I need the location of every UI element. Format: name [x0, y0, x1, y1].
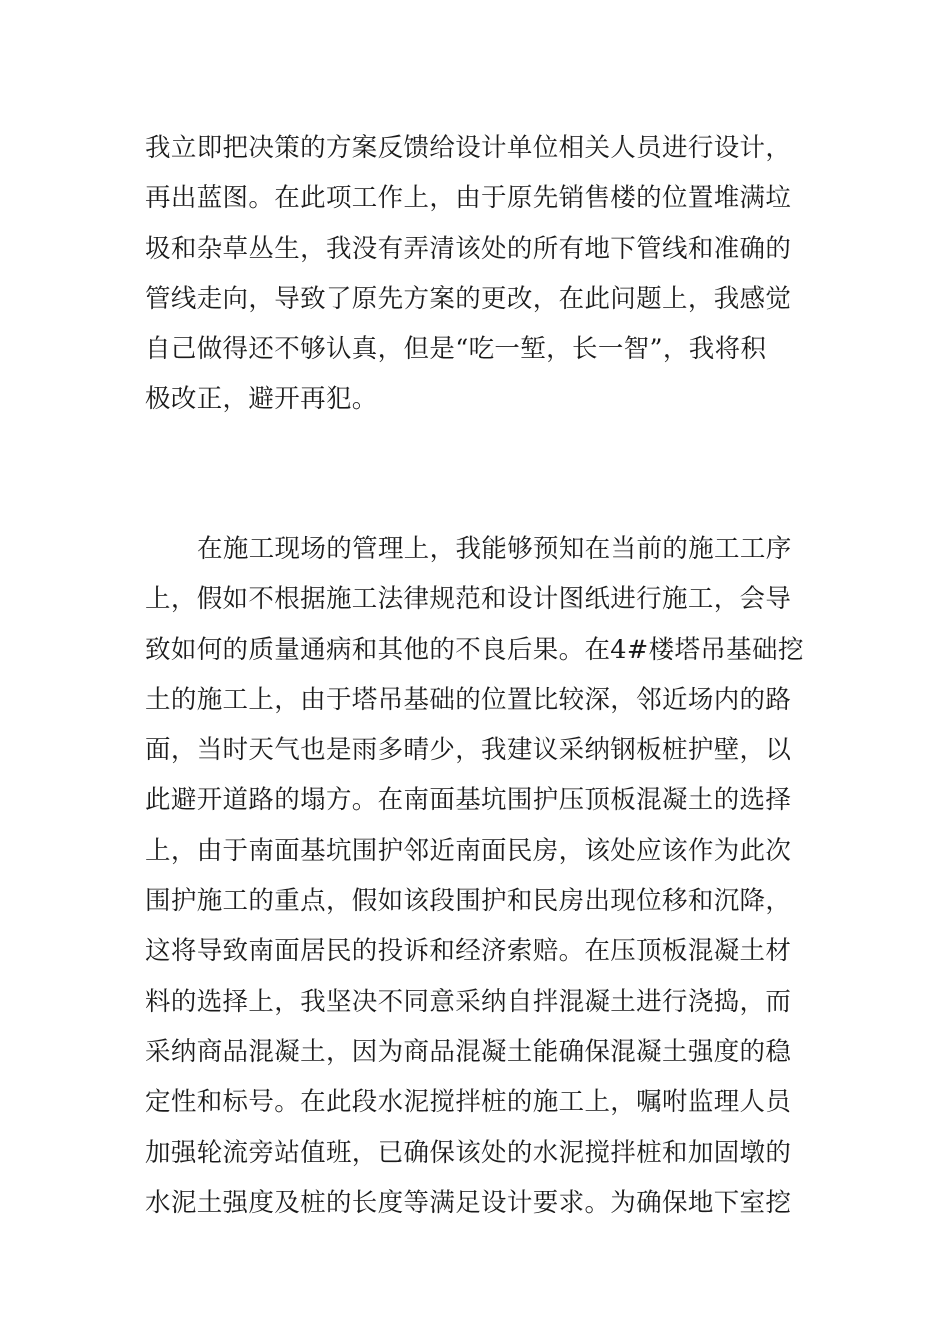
paragraph-line: 极改正，避开再犯。 [145, 384, 378, 415]
paragraph-line: 水泥土强度及桩的长度等满足设计要求。为确保地下室挖 [145, 1187, 792, 1218]
paragraph-line: 定性和标号。在此段水泥搅拌桩的施工上，嘱咐监理人员 [145, 1087, 792, 1118]
paragraph-line: 上，由于南面基坑围护邻近南面民房，该处应该作为此次 [145, 835, 792, 866]
paragraph-2 [145, 524, 815, 1228]
paragraph-1 [145, 123, 815, 425]
paragraph-line: 采纳商品混凝土，因为商品混凝土能确保混凝土强度的稳 [145, 1036, 792, 1067]
paragraph-line: 围护施工的重点，假如该段围护和民房出现位移和沉降， [145, 886, 792, 917]
paragraph-line: 管线走向，导致了原先方案的更改，在此问题上，我感觉 [145, 283, 792, 314]
paragraph-line: 面，当时天气也是雨多晴少，我建议采纳钢板桩护壁，以 [145, 735, 792, 766]
paragraph-line: 此避开道路的塌方。在南面基坑围护压顶板混凝土的选择 [145, 785, 792, 816]
paragraph-first-line: 在施工现场的管理上，我能够预知在当前的施工工序 [197, 534, 792, 564]
paragraph-line: 加强轮流旁站值班，已确保该处的水泥搅拌桩和加固墩的 [145, 1137, 792, 1168]
paragraph-line: 上，假如不根据施工法律规范和设计图纸进行施工，会导 [145, 584, 792, 615]
paragraph-line: 土的施工上，由于塔吊基础的位置比较深，邻近场内的路 [145, 684, 792, 715]
paragraph-line: 我立即把决策的方案反馈给设计单位相关人员进行设计， [145, 133, 792, 163]
paragraph-line: 料的选择上，我坚决不同意采纳自拌混凝土进行浇捣，而 [145, 986, 792, 1017]
paragraph-line: 圾和杂草丛生，我没有弄清该处的所有地下管线和准确的 [145, 233, 792, 264]
paragraph-line: 致如何的质量通病和其他的不良后果。在4#楼塔吊基础挖 [145, 634, 804, 665]
paragraph-line: 自己做得还不够认真，但是“吃一堑，长一智”，我将积 [145, 334, 767, 365]
paragraph-line: 这将导致南面居民的投诉和经济索赔。在压顶板混凝土材 [145, 936, 792, 967]
paragraph-line: 再出蓝图。在此项工作上，由于原先销售楼的位置堆满垃 [145, 183, 792, 214]
